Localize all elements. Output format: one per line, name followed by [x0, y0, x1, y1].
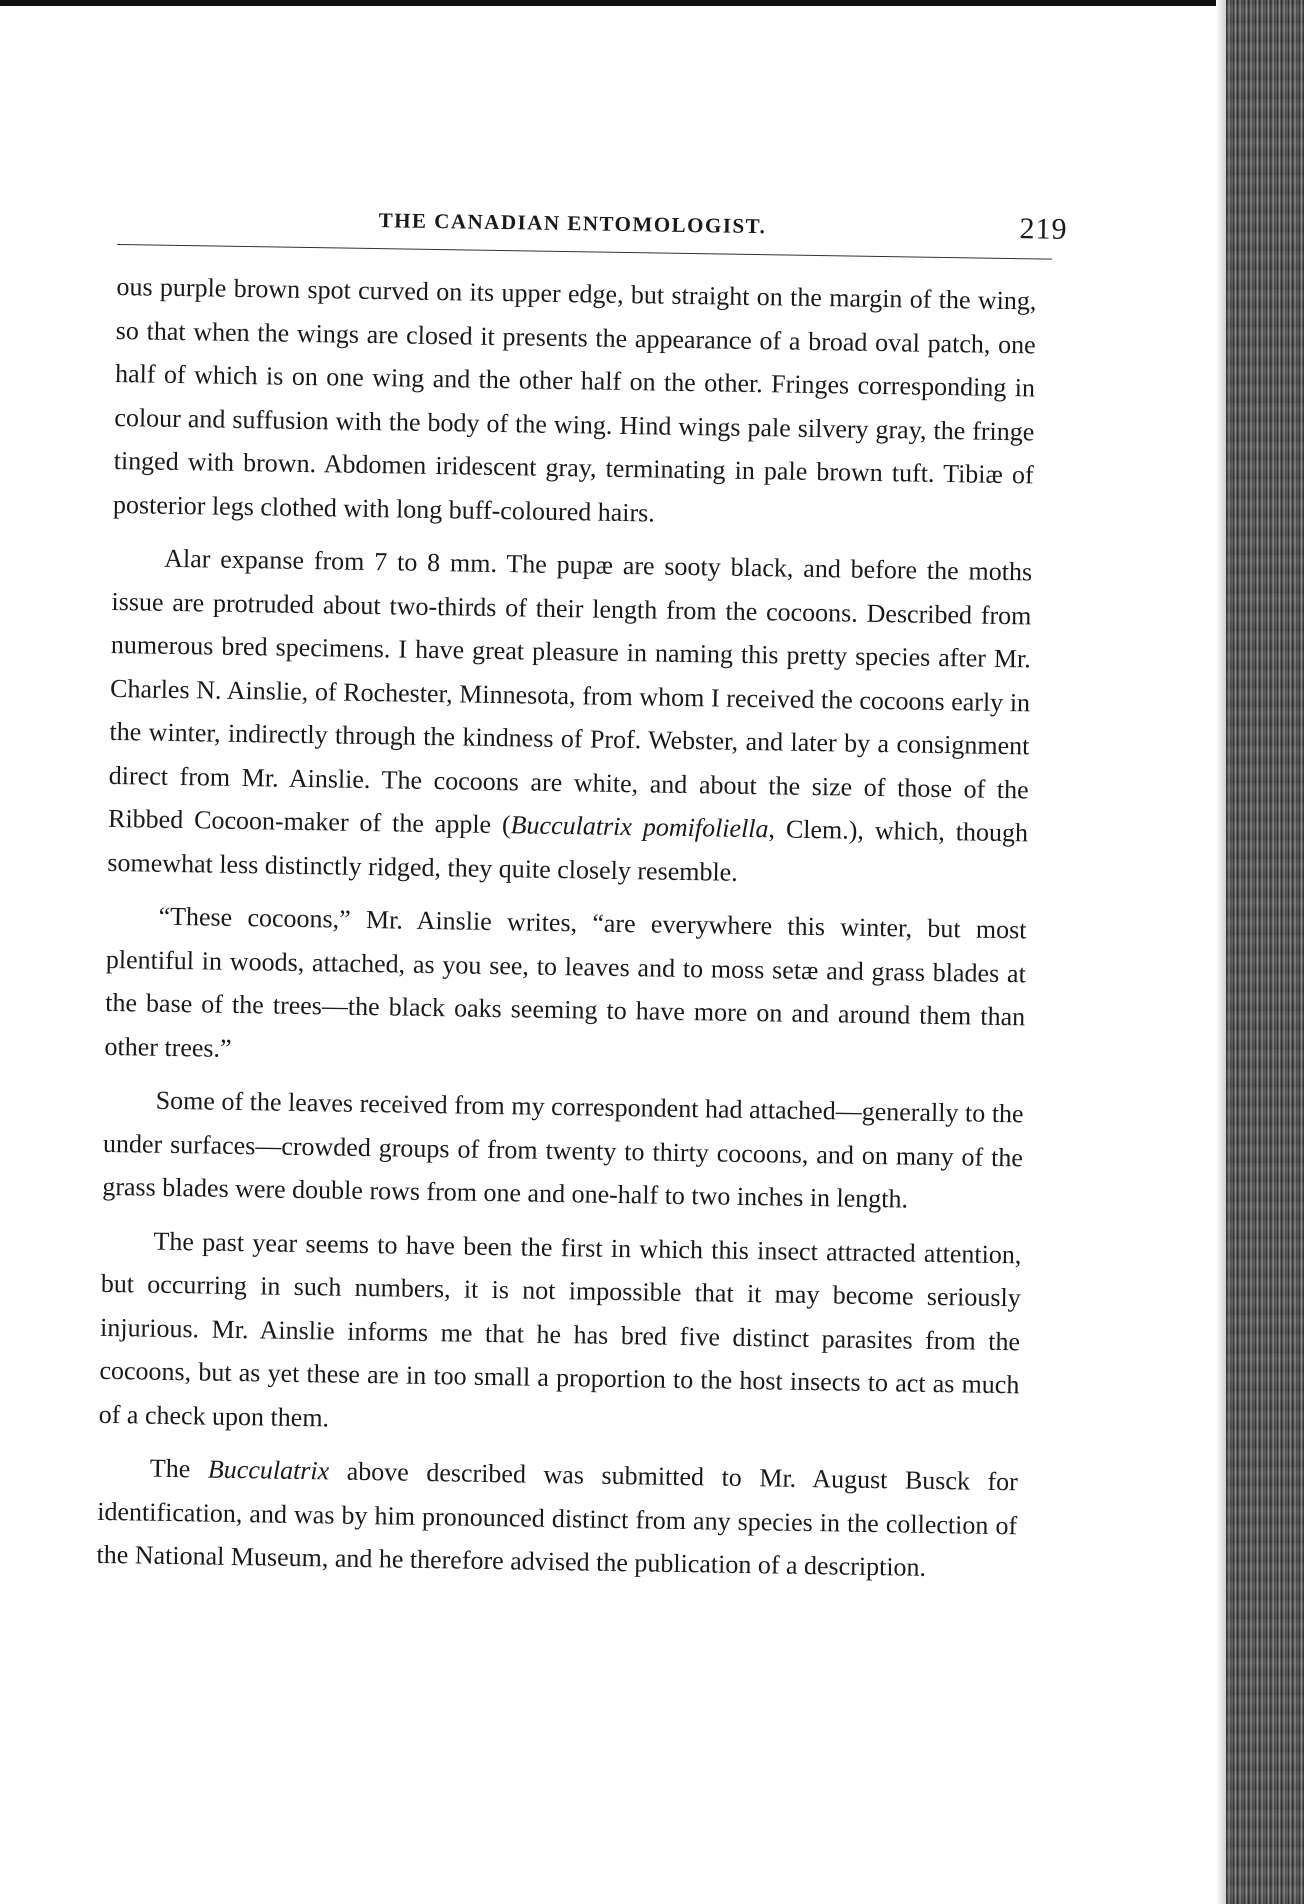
paragraph-2: Alar expanse from 7 to 8 mm. The pupæ are sooty black, and before the moths issue are protruded about two-thirds of their length from the cocoons. Described from numerous bred specimens. I have great pleasure in naming this pretty species after Mr. Charles N. Ainslie, of Rochester, Minnesota, from whom I received the cocoons early in the winter, indirectly through the kindness of Prof. Webster, and later by a consignment direct from Mr. Ainslie. The cocoons are white, and about the size of those of the Ribbed Cocoon-maker of the apple (Bucculatrix pomifoliella, Clem.), which, though somewhat less distinctly ridged, they quite closely resemble. — [107, 543, 1033, 887]
paragraph-5: The past year seems to have been the first in which this insect attracted attention, but occurring in such numbers, it is not impossible that it may become seriously injurious. Mr. Ainslie informs me that he has bred five distinct parasites from the cocoons, but as yet these are in too small a proportion to the host insects to act as much of a check upon them. — [98, 1226, 1022, 1432]
book-page-edges — [1226, 0, 1304, 1904]
book-page — [96, 190, 1068, 1591]
paragraph-4: Some of the leaves received from my correspondent had attached—generally to the under surfaces—crowded groups of from twenty to thirty cocoons, and on many of the grass blades were double rows from one and one-half to two inches in length. — [102, 1085, 1024, 1214]
scan-top-edge — [0, 0, 1304, 6]
italic-taxon-name: pomifoliella — [642, 812, 769, 844]
page-number: 219 — [1019, 212, 1068, 246]
paragraph-3: “These cocoons,” Mr. Ainslie writes, “are everywhere this winter, but most plentiful in woods, attached, as you see, to leaves and to moss setæ and grass blades at the base of the trees—the black oaks seeming to have more on and around them than other trees.” — [104, 901, 1027, 1063]
journal-title: THE CANADIAN ENTOMOLOGIST. — [378, 208, 767, 239]
paragraph-6: The Bucculatrix above described was submitted to Mr. August Busck for identification, and was by him pronounced distinct from any species in the collection of the National Museum, and he therefore advised the publication of a description. — [96, 1453, 1019, 1582]
running-head — [117, 190, 1068, 255]
body-text — [96, 265, 1036, 1591]
italic-taxon-name: Bucculatrix — [510, 810, 633, 842]
italic-taxon-name: Bucculatrix — [207, 1454, 330, 1486]
paragraph-1: ous purple brown spot curved on its upper edge, but straight on the margin of the wing, so that when the wings are closed it presents the appearance of a broad oval patch, one half of which is on one wing and the other half on the other. Fringes corresponding in colour and suffusion with the body of the wing. Hind wings pale silvery gray, the fringe tinged with brown. Abdomen iridescent gray, terminating in pale brown tuft. Tibiæ of posterior legs clothed with long buff-coloured hairs. — [112, 271, 1037, 527]
